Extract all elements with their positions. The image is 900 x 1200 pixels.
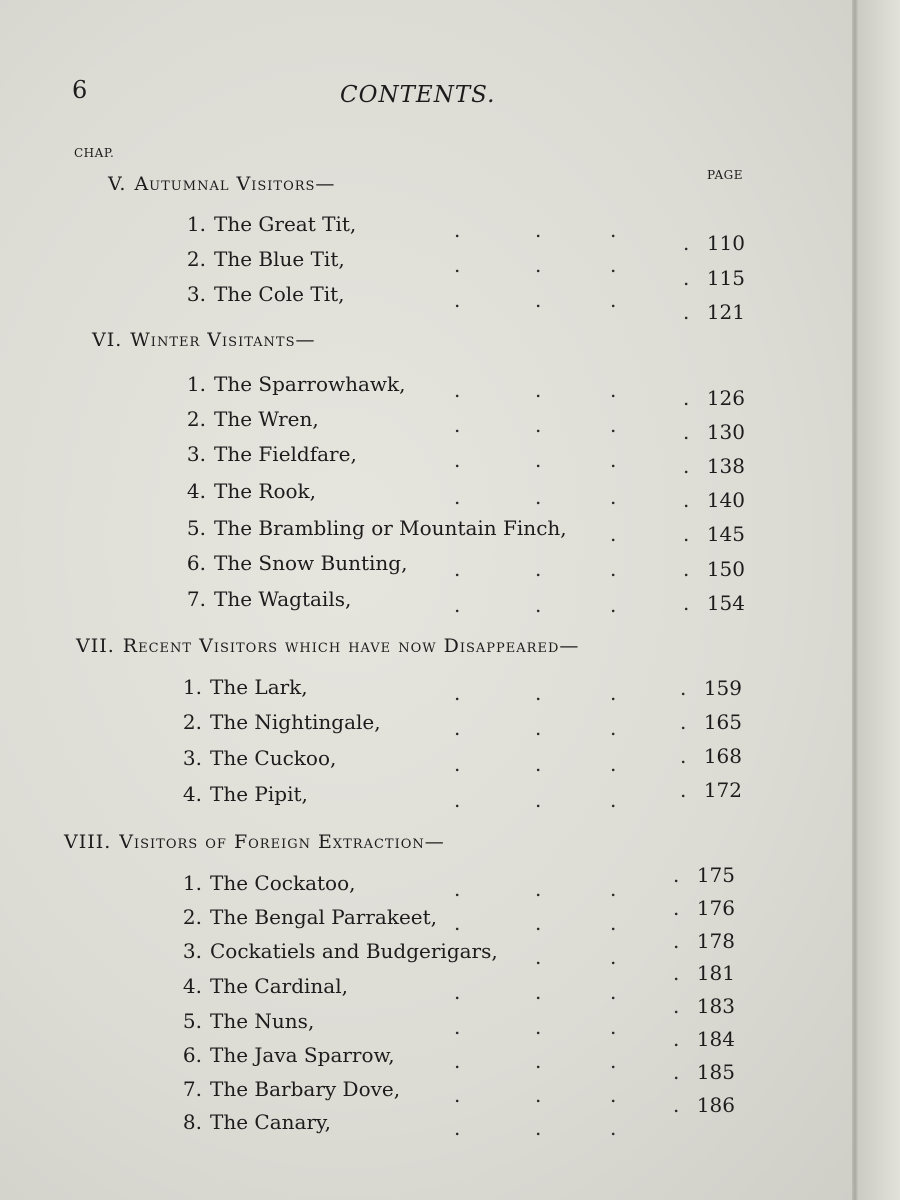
running-head: CONTENTS. — [340, 82, 496, 108]
leader-dot: . — [454, 413, 461, 437]
chapter-title: Winter Visitants— — [130, 329, 316, 351]
entry-title: The Wren, — [214, 407, 319, 431]
leader-dot: . — [673, 929, 680, 953]
toc-entry — [176, 673, 308, 701]
chapter-numeral: V. — [108, 173, 127, 195]
leader-dot: . — [683, 522, 690, 546]
leader-dot: . — [454, 1083, 461, 1107]
leader-dot: . — [454, 911, 461, 935]
leader-dot: . — [610, 413, 617, 437]
leader-dot: . — [683, 266, 690, 290]
page-reference: 184 — [696, 1027, 735, 1051]
leader-dot: . — [683, 420, 690, 444]
toc-entry — [176, 780, 308, 808]
leader-dot: . — [610, 557, 617, 581]
leader-dot: . — [610, 945, 617, 969]
entry-index: 5. — [182, 1009, 202, 1033]
leader-dot: . — [535, 557, 542, 581]
leader-dot: . — [673, 994, 680, 1018]
entry-index: 1. — [182, 871, 202, 895]
entry-title: Cockatiels and Budgerigars, — [210, 939, 498, 963]
page-reference: 110 — [706, 231, 745, 255]
entry-title: The Snow Bunting, — [214, 551, 408, 575]
leader-dot: . — [610, 980, 617, 1004]
entry-index: 2. — [186, 407, 206, 431]
page-reference: 175 — [696, 863, 735, 887]
chapter-numeral: VII. — [76, 635, 115, 657]
leader-dot: . — [673, 896, 680, 920]
leader-dot: . — [680, 744, 687, 768]
leader-dot: . — [610, 681, 617, 705]
page-reference: 183 — [696, 994, 735, 1018]
toc-entry — [176, 972, 348, 1000]
page-reference: 181 — [696, 961, 735, 985]
entry-title: The Sparrowhawk, — [214, 372, 406, 396]
leader-dot: . — [610, 716, 617, 740]
leader-dot: . — [610, 752, 617, 776]
leader-dot: . — [535, 485, 542, 509]
leader-dot: . — [535, 1015, 542, 1039]
leader-dot: . — [610, 877, 617, 901]
entry-index: 1. — [182, 675, 202, 699]
section-heading — [108, 170, 335, 198]
entry-index: 2. — [182, 905, 202, 929]
page-reference: 140 — [706, 488, 745, 512]
entry-index: 3. — [186, 282, 206, 306]
entry-index: 7. — [182, 1077, 202, 1101]
entry-index: 3. — [182, 746, 202, 770]
entry-index: 2. — [186, 247, 206, 271]
toc-entry — [180, 245, 345, 273]
leader-dot: . — [610, 788, 617, 812]
toc-entry — [180, 514, 567, 542]
leader-dot: . — [535, 911, 542, 935]
entry-title: The Barbary Dove, — [210, 1077, 401, 1101]
leader-dot: . — [683, 591, 690, 615]
page-reference: 185 — [696, 1060, 735, 1084]
page-reference: 138 — [706, 454, 745, 478]
leader-dot: . — [535, 716, 542, 740]
leader-dot: . — [673, 1060, 680, 1084]
leader-dot: . — [454, 288, 461, 312]
leader-dot: . — [535, 378, 542, 402]
entry-index: 4. — [182, 974, 202, 998]
page-reference: 121 — [706, 300, 745, 324]
leader-dot: . — [454, 1015, 461, 1039]
toc-entry — [176, 1075, 400, 1103]
page-reference: 172 — [703, 778, 742, 802]
entry-title: The Nuns, — [210, 1009, 315, 1033]
leader-dot: . — [610, 218, 617, 242]
entry-index: 3. — [186, 442, 206, 466]
entry-index: 3. — [182, 939, 202, 963]
chapter-numeral: VI. — [92, 329, 123, 351]
entry-title: The Cockatoo, — [210, 871, 356, 895]
page-reference: 178 — [696, 929, 735, 953]
entry-title: The Cuckoo, — [210, 746, 337, 770]
toc-entry — [180, 585, 351, 613]
toc-entry — [180, 477, 316, 505]
leader-dot: . — [454, 557, 461, 581]
leader-dot: . — [610, 485, 617, 509]
entry-title: The Brambling or Mountain Finch, — [214, 516, 567, 540]
entry-title: The Great Tit, — [214, 212, 357, 236]
leader-dot: . — [680, 778, 687, 802]
entry-index: 5. — [186, 516, 206, 540]
page-column-label: PAGE — [707, 168, 743, 182]
toc-entry — [180, 370, 406, 398]
page-reference: 168 — [703, 744, 742, 768]
chapter-title: Recent Visitors which have now Disappeared— — [122, 635, 580, 657]
toc-entry — [176, 708, 381, 736]
entry-index: 2. — [182, 710, 202, 734]
chap-column-label: CHAP. — [74, 146, 115, 160]
leader-dot: . — [610, 1116, 617, 1140]
facing-page-strip — [858, 0, 900, 1200]
entry-title: The Canary, — [210, 1110, 332, 1134]
toc-entry — [176, 937, 498, 965]
leader-dot: . — [454, 448, 461, 472]
leader-dot: . — [610, 1015, 617, 1039]
leader-dot: . — [610, 911, 617, 935]
leader-dot: . — [535, 288, 542, 312]
entry-title: The Pipit, — [210, 782, 308, 806]
leader-dot: . — [535, 253, 542, 277]
leader-dot: . — [454, 752, 461, 776]
leader-dot: . — [454, 253, 461, 277]
leader-dot: . — [683, 557, 690, 581]
entry-index: 6. — [182, 1043, 202, 1067]
leader-dot: . — [454, 877, 461, 901]
leader-dot: . — [454, 1116, 461, 1140]
leader-dot: . — [535, 1083, 542, 1107]
entry-title: The Cole Tit, — [214, 282, 345, 306]
toc-entry — [176, 744, 336, 772]
page-number: 6 — [72, 76, 88, 104]
leader-dot: . — [454, 716, 461, 740]
entry-index: 4. — [186, 479, 206, 503]
leader-dot: . — [683, 454, 690, 478]
leader-dot: . — [535, 1049, 542, 1073]
page-reference: 115 — [706, 266, 745, 290]
leader-dot: . — [535, 788, 542, 812]
leader-dot: . — [683, 386, 690, 410]
leader-dot: . — [454, 980, 461, 1004]
leader-dot: . — [535, 980, 542, 1004]
leader-dot: . — [680, 710, 687, 734]
leader-dot: . — [535, 1116, 542, 1140]
leader-dot: . — [683, 488, 690, 512]
toc-entry — [180, 280, 344, 308]
leader-dot: . — [673, 863, 680, 887]
section-heading — [76, 632, 579, 660]
entry-title: The Fieldfare, — [214, 442, 357, 466]
page-reference: 145 — [706, 522, 745, 546]
entry-title: The Lark, — [210, 675, 308, 699]
leader-dot: . — [454, 788, 461, 812]
section-heading — [92, 326, 316, 354]
leader-dot: . — [454, 378, 461, 402]
toc-entry — [180, 440, 357, 468]
entry-title: The Bengal Parrakeet, — [210, 905, 438, 929]
toc-entry — [176, 1007, 314, 1035]
leader-dot: . — [610, 593, 617, 617]
entry-title: The Java Sparrow, — [210, 1043, 395, 1067]
leader-dot: . — [610, 253, 617, 277]
page-reference: 165 — [703, 710, 742, 734]
chapter-title: Visitors of Foreign Extraction— — [119, 831, 445, 853]
leader-dot: . — [454, 218, 461, 242]
leader-dot: . — [535, 593, 542, 617]
leader-dot: . — [535, 752, 542, 776]
entry-title: The Wagtails, — [214, 587, 352, 611]
leader-dot: . — [454, 593, 461, 617]
entry-index: 6. — [186, 551, 206, 575]
entry-index: 1. — [186, 212, 206, 236]
page-reference: 154 — [706, 591, 745, 615]
leader-dot: . — [610, 1049, 617, 1073]
entry-index: 7. — [186, 587, 206, 611]
leader-dot: . — [673, 1027, 680, 1051]
page-reference: 186 — [696, 1093, 735, 1117]
entry-title: The Cardinal, — [210, 974, 348, 998]
toc-entry — [176, 1041, 395, 1069]
leader-dot: . — [610, 378, 617, 402]
section-heading — [64, 828, 445, 856]
page-reference: 130 — [706, 420, 745, 444]
leader-dot: . — [454, 485, 461, 509]
chapter-numeral: VIII. — [64, 831, 112, 853]
page-reference: 150 — [706, 557, 745, 581]
leader-dot: . — [535, 218, 542, 242]
toc-entry — [180, 549, 407, 577]
leader-dot: . — [673, 1093, 680, 1117]
leader-dot: . — [535, 945, 542, 969]
toc-entry — [176, 1108, 331, 1136]
chapter-title: Autumnal Visitors— — [134, 173, 336, 195]
toc-entry — [176, 903, 437, 931]
toc-entry — [176, 869, 355, 897]
leader-dot: . — [680, 676, 687, 700]
entry-index: 4. — [182, 782, 202, 806]
leader-dot: . — [535, 413, 542, 437]
leader-dot: . — [535, 448, 542, 472]
leader-dot: . — [610, 448, 617, 472]
leader-dot: . — [454, 681, 461, 705]
leader-dot: . — [535, 877, 542, 901]
page-reference: 159 — [703, 676, 742, 700]
entry-index: 1. — [186, 372, 206, 396]
leader-dot: . — [610, 522, 617, 546]
leader-dot: . — [683, 300, 690, 324]
toc-entry — [180, 405, 319, 433]
leader-dot: . — [673, 961, 680, 985]
leader-dot: . — [610, 288, 617, 312]
toc-entry — [180, 210, 356, 238]
page-reference: 176 — [696, 896, 735, 920]
page-reference: 126 — [706, 386, 745, 410]
leader-dot: . — [454, 1049, 461, 1073]
leader-dot: . — [610, 1083, 617, 1107]
entry-title: The Rook, — [214, 479, 317, 503]
leader-dot: . — [683, 231, 690, 255]
entry-title: The Blue Tit, — [214, 247, 345, 271]
entry-title: The Nightingale, — [210, 710, 381, 734]
leader-dot: . — [535, 681, 542, 705]
entry-index: 8. — [182, 1110, 202, 1134]
